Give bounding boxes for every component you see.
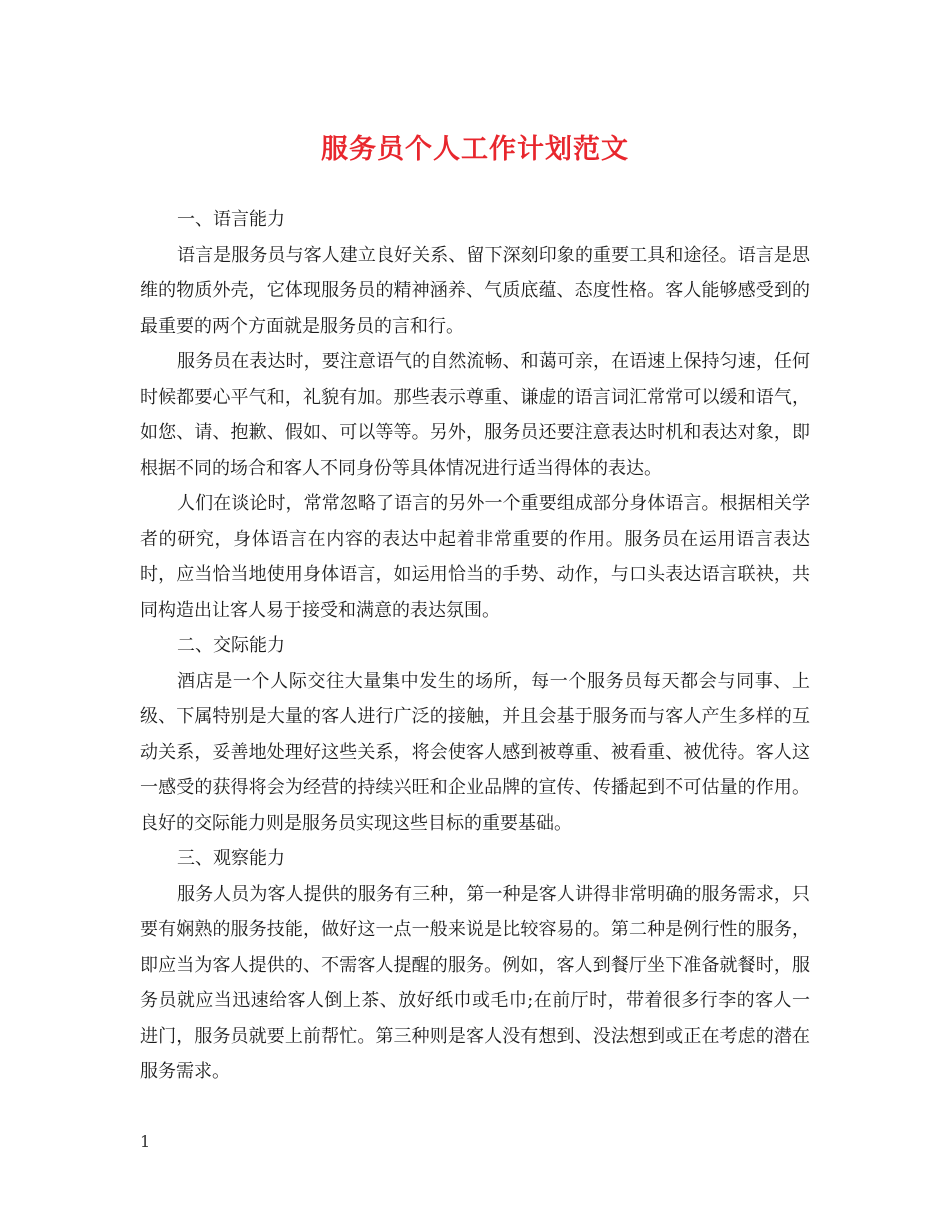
section-heading-social: 二、交际能力 — [177, 635, 285, 656]
paragraph: 服务员在表达时，要注意语气的自然流畅、和蔼可亲，在语速上保持匀速，任何时候都要心平气和，礼貌有加。那些表示尊重、谦虚的语言词汇常常可以缓和语气，如您、请、抱歉、假如、可以等等。另外，服务员还要注意表达时机和表达对象，即根据不同的场合和客人不同身份等具体情况进行适当得体的表达。 — [140, 351, 810, 479]
paragraph: 人们在谈论时，常常忽略了语言的另外一个重要组成部分身体语言。根据相关学者的研究，身体语言在内容的表达中起着非常重要的作用。服务员在运用语言表达时，应当恰当地使用身体语言，如运用恰当的手势、动作，与口头表达语言联袂，共同构造出让客人易于接受和满意的表达氛围。 — [140, 493, 810, 621]
document-body — [140, 202, 810, 1090]
paragraph: 酒店是一个人际交往大量集中发生的场所，每一个服务员每天都会与同事、上级、下属特别是大量的客人进行广泛的接触，并且会基于服务而与客人产生多样的互动关系，妥善地处理好这些关系，将会使客人感到被尊重、被看重、被优待。客人这一感受的获得将会为经营的持续兴旺和企业品牌的宣传、传播起到不可估量的作用。良好的交际能力则是服务员实现这些目标的重要基础。 — [140, 670, 810, 834]
page-number: 1 — [140, 1132, 151, 1151]
paragraph: 服务人员为客人提供的服务有三种，第一种是客人讲得非常明确的服务需求，只要有娴熟的服务技能，做好这一点一般来说是比较容易的。第二种是例行性的服务，即应当为客人提供的、不需客人提醒的服务。例如，客人到餐厅坐下准备就餐时，服务员就应当迅速给客人倒上茶、放好纸巾或毛巾;在前厅时，带着很多行李的客人一进门，服务员就要上前帮忙。第三种则是客人没有想到、没法想到或正在考虑的潜在服务需求。 — [140, 883, 810, 1082]
paragraph: 语言是服务员与客人建立良好关系、留下深刻印象的重要工具和途径。语言是思维的物质外壳，它体现服务员的精神涵养、气质底蕴、态度性格。客人能够感受到的最重要的两个方面就是服务员的言和行。 — [140, 244, 810, 337]
section-heading-language: 一、语言能力 — [177, 209, 285, 230]
section-heading-observation: 三、观察能力 — [177, 848, 285, 869]
document-title: 服务员个人工作计划范文 — [321, 134, 629, 165]
